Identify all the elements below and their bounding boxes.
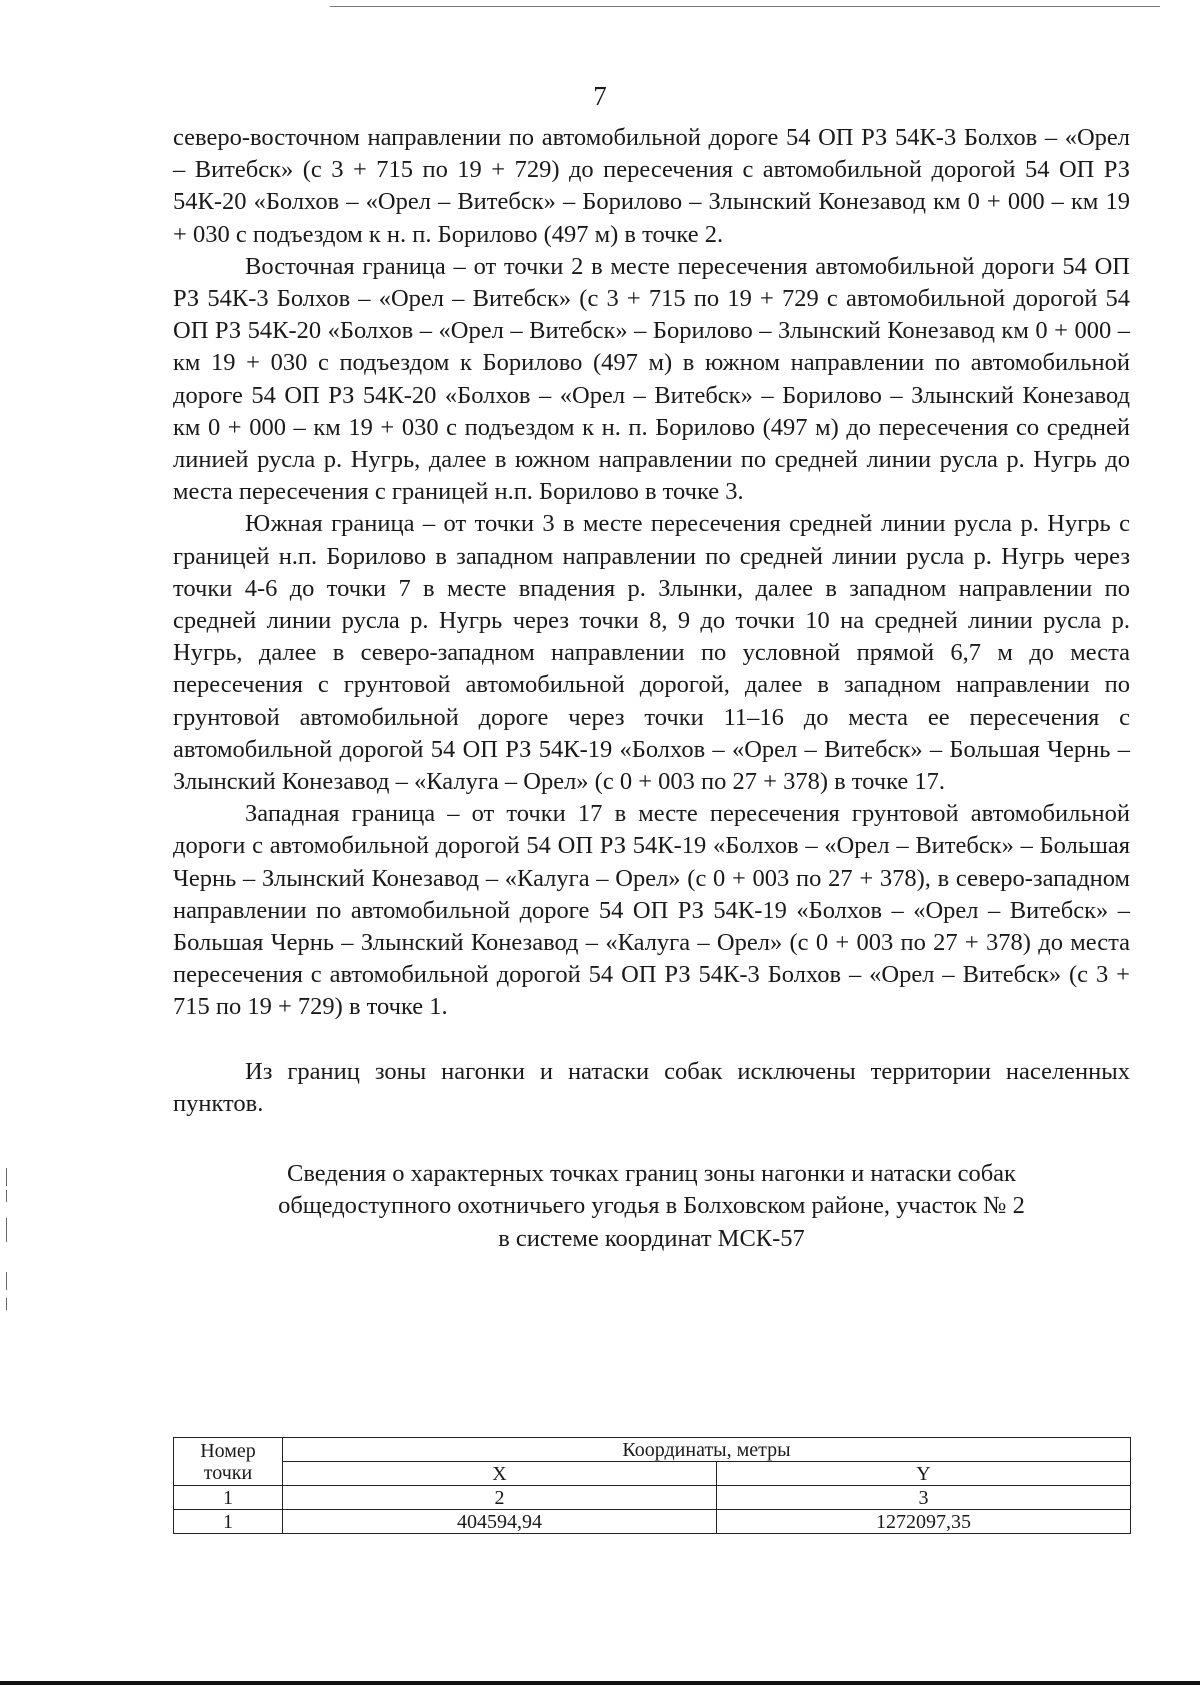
table-subheader-row <box>174 1462 1131 1486</box>
page-number: 7 <box>593 81 607 111</box>
binder-mark <box>6 1218 7 1242</box>
top-edge-line <box>330 6 1160 7</box>
table-index-row <box>174 1486 1131 1510</box>
header-x: X <box>283 1462 717 1486</box>
binder-mark <box>6 1168 7 1186</box>
header-point-number <box>174 1438 283 1486</box>
table-row <box>174 1510 1131 1534</box>
caption-line: Сведения о характерных точках границ зоны нагонки и натаски собак <box>287 1160 1016 1188</box>
caption-line: в системе координат МСК-57 <box>498 1224 805 1252</box>
bottom-edge-line <box>0 1681 1200 1685</box>
binder-mark <box>6 1298 7 1310</box>
table-cell: 1 <box>174 1486 283 1510</box>
caption-line: общедоступного охотничьего угодья в Болховском районе, участок № 2 <box>278 1192 1025 1220</box>
binder-mark <box>6 1272 7 1290</box>
paragraph-south-border: Южная граница – от точки 3 в месте пересечения средней линии русла р. Нугрь с границей н.п. Борилово в западном направлении по средней линии русла р. Нугрь через точки 4-6 до точки 7 в месте впадения р. Злынки, далее в западном направлении по средней линии русла р. Нугрь через точки 8, 9 до точки 10 на средней линии русла р. Нугрь, далее в северо-западном направлении по условной прямой 6,7 м до места пересечения с грунтовой автомобильной дорогой, далее в западном направлении по грунтовой автомобильной дороге через точки 11–16 до места ее пересечения с автомобильной дорогой 54 ОП РЗ 54К-19 «Болхов – «Орел – Витебск» – Большая Чернь – Злынский Конезавод – «Калуга – Орел» (с 0 + 003 по 27 + 378) в точке 17. <box>173 510 1130 796</box>
header-y: Y <box>717 1462 1131 1486</box>
paragraph-spacer <box>173 1024 1130 1056</box>
table-cell: 1 <box>174 1510 283 1534</box>
table-caption <box>173 1158 1130 1255</box>
coordinates-table <box>173 1437 1131 1534</box>
table-cell: 3 <box>717 1486 1131 1510</box>
paragraph-continuation: северо-восточном направлении по автомобильной дороге 54 ОП РЗ 54К-3 Болхов – «Орел – Витебск» (с 3 + 715 по 19 + 729) до пересечения с автомобильной дорогой 54 ОП РЗ 54К-20 «Болхов – «Орел – Витебск» – Борилово – Злынский Конезавод км 0 + 000 – км 19 + 030 с подъездом к н. п. Борилово (497 м) в точке 2. <box>173 124 1130 248</box>
paragraph-east-border: Восточная граница – от точки 2 в месте пересечения автомобильной дороги 54 ОП РЗ 54К-3 Болхов – «Орел – Витебск» (с 3 + 715 по 19 + 729 с автомобильной дорогой 54 ОП РЗ 54К-20 «Болхов – «Орел – Витебск» – Борилово – Злынский Конезавод км 0 + 000 – км 19 + 030 с подъездом к Борилово (497 м) в южном направлении по автомобильной дороге 54 ОП РЗ 54К-20 «Болхов – «Орел – Витебск» – Борилово – Злынский Конезавод км 0 + 000 – км 19 + 030 с подъездом к н. п. Борилово (497 м) до пересечения со средней линией русла р. Нугрь, далее в южном направлении по средней линии русла р. Нугрь до места пересечения с границей н.п. Борилово в точке 3. <box>173 252 1130 506</box>
table-header-row <box>174 1438 1131 1462</box>
table-cell: 1272097,35 <box>717 1510 1131 1534</box>
paragraph-west-border: Западная граница – от точки 17 в месте пересечения грунтовой автомобильной дороги с автомобильной дорогой 54 ОП РЗ 54К-19 «Болхов – «Орел – Витебск» – Большая Чернь – Злынский Конезавод – «Калуга – Орел» (с 0 + 003 по 27 + 378), в северо-западном направлении по автомобильной дороге 54 ОП РЗ 54К-19 «Болхов – «Орел – Витебск» – Большая Чернь – Злынский Конезавод – «Калуга – Орел» (с 0 + 003 по 27 + 378) до места пересечения с автомобильной дорогой 54 ОП РЗ 54К-3 Болхов – «Орел – Витебск» (с 3 + 715 по 19 + 729) в точке 1. <box>173 800 1130 1021</box>
document-body <box>173 122 1130 1255</box>
header-point-number-line: Номер <box>200 1439 256 1462</box>
binder-mark <box>6 1190 7 1202</box>
table-cell: 404594,94 <box>283 1510 717 1534</box>
header-coordinates: Координаты, метры <box>283 1438 1131 1462</box>
table-cell: 2 <box>283 1486 717 1510</box>
header-point-number-line: точки <box>203 1461 253 1484</box>
paragraph-exclusion: Из границ зоны нагонки и натаски собак исключены территории населенных пунктов. <box>173 1057 1130 1117</box>
